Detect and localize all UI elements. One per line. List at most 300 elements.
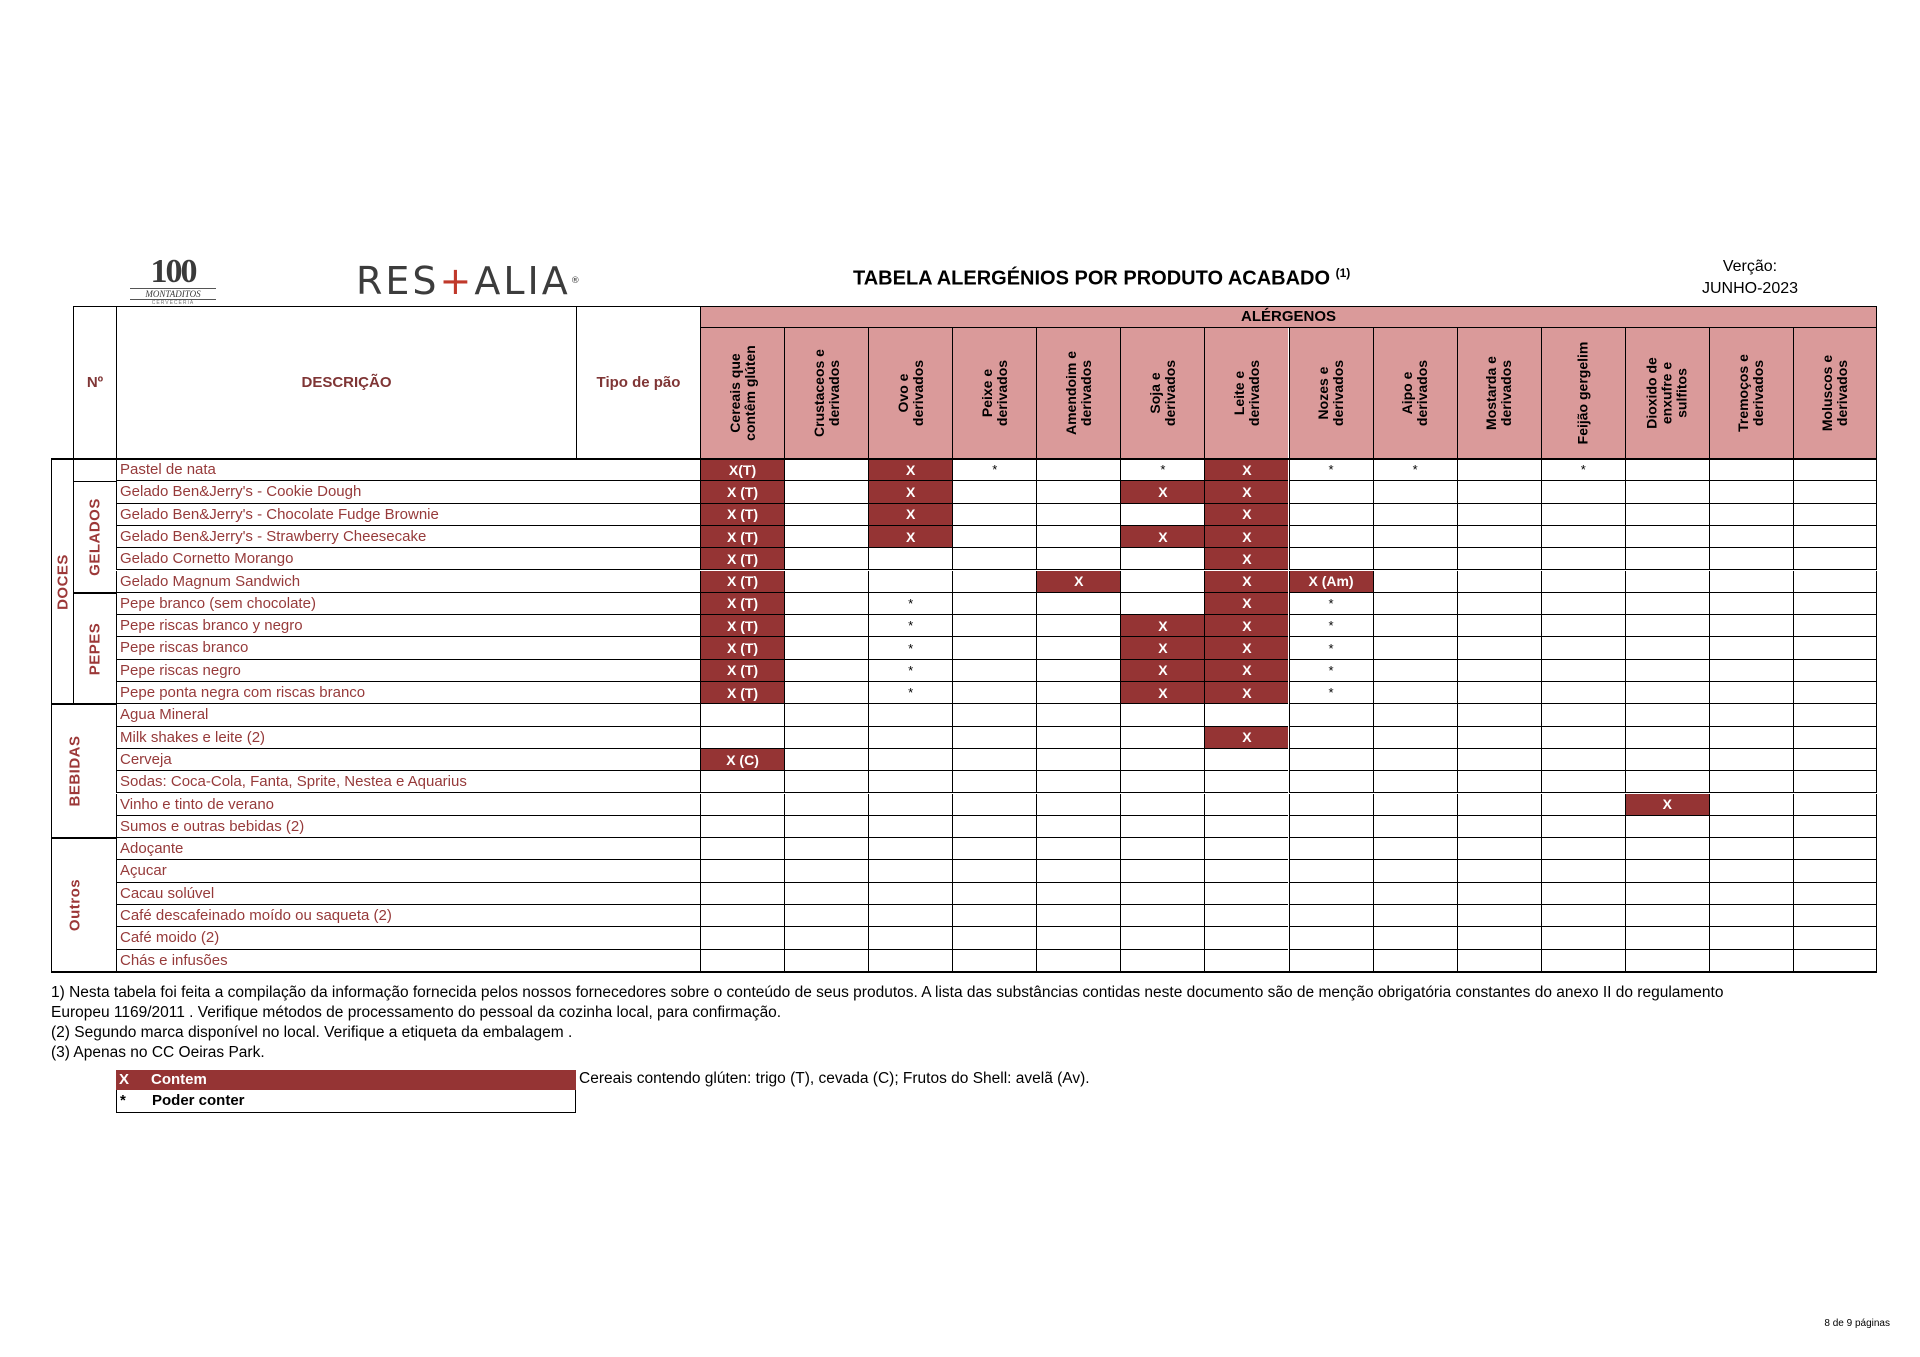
allergen-header-1 — [784, 328, 868, 459]
allergen-empty-cell — [1204, 771, 1288, 793]
allergen-empty-cell — [1289, 794, 1373, 816]
allergen-empty-cell — [868, 571, 952, 593]
allergen-empty-cell — [1120, 883, 1204, 905]
allergen-empty-cell — [868, 771, 952, 793]
allergen-empty-cell — [1793, 504, 1877, 526]
allergen-empty-cell — [1709, 883, 1793, 905]
allergen-contains-cell: X — [1204, 637, 1288, 659]
page-number: 8 de 9 páginas — [1824, 1318, 1890, 1329]
logo-100-number: 100 — [150, 253, 196, 290]
allergen-empty-cell — [1625, 816, 1709, 838]
allergen-contains-cell: X — [1120, 481, 1204, 503]
allergen-empty-cell — [1204, 860, 1288, 882]
row-description: Pepe riscas branco — [120, 639, 249, 657]
allergen-empty-cell — [868, 838, 952, 860]
allergen-header-8 — [1373, 328, 1457, 459]
row-description: Pepe riscas negro — [120, 661, 241, 679]
allergen-empty-cell — [1793, 794, 1877, 816]
allergen-empty-cell — [1036, 927, 1120, 949]
allergen-empty-cell — [1457, 571, 1541, 593]
table-row — [116, 571, 700, 593]
allergen-empty-cell — [952, 950, 1036, 972]
row-description: Açucar — [120, 862, 167, 880]
allergen-empty-cell — [1793, 704, 1877, 726]
allergen-empty-cell — [1793, 548, 1877, 570]
allergen-empty-cell — [784, 749, 868, 771]
allergen-contains-cell: X — [1204, 548, 1288, 570]
allergen-empty-cell — [1120, 950, 1204, 972]
table-row — [116, 682, 700, 704]
allergen-empty-cell — [1709, 905, 1793, 927]
allergen-empty-cell — [952, 749, 1036, 771]
allergen-empty-cell — [1709, 481, 1793, 503]
allergen-empty-cell — [1625, 883, 1709, 905]
allergen-empty-cell — [1373, 526, 1457, 548]
group-label: GELADOS — [86, 498, 104, 576]
allergen-empty-cell — [1793, 660, 1877, 682]
allergen-empty-cell — [1036, 883, 1120, 905]
allergen-empty-cell — [1373, 950, 1457, 972]
allergen-empty-cell — [1373, 504, 1457, 526]
row-description: Sumos e outras bebidas (2) — [120, 817, 305, 835]
allergen-empty-cell — [1373, 615, 1457, 637]
group-bebidas — [51, 704, 116, 838]
allergen-empty-cell — [1793, 481, 1877, 503]
allergen-empty-cell — [1289, 860, 1373, 882]
table-row — [116, 481, 700, 503]
allergen-empty-cell — [1541, 704, 1625, 726]
allergen-empty-cell — [1709, 860, 1793, 882]
allergen-empty-cell — [1457, 883, 1541, 905]
row-description: Gelado Ben&Jerry's - Strawberry Cheesecake — [120, 527, 427, 545]
allergen-empty-cell — [1204, 794, 1288, 816]
allergen-may-contain-cell: * — [1289, 682, 1373, 704]
allergen-empty-cell — [1625, 481, 1709, 503]
allergen-empty-cell — [700, 771, 784, 793]
row-description: Café moido (2) — [120, 929, 220, 947]
allergen-empty-cell — [952, 794, 1036, 816]
allergen-empty-cell — [1625, 660, 1709, 682]
allergen-may-contain-cell: * — [1541, 459, 1625, 481]
allergen-empty-cell — [1793, 637, 1877, 659]
allergen-header-4 — [1036, 328, 1120, 459]
allergen-contains-cell: X — [1625, 794, 1709, 816]
allergen-empty-cell — [952, 637, 1036, 659]
table-row — [116, 927, 700, 949]
row-no-cell — [73, 459, 116, 481]
allergen-empty-cell — [1457, 660, 1541, 682]
allergen-empty-cell — [1541, 504, 1625, 526]
allergen-empty-cell — [868, 749, 952, 771]
allergen-empty-cell — [1625, 771, 1709, 793]
allergen-empty-cell — [952, 526, 1036, 548]
allergen-empty-cell — [1709, 548, 1793, 570]
allergen-contains-cell: X — [1204, 682, 1288, 704]
row-description: Agua Mineral — [120, 706, 209, 724]
allergen-empty-cell — [1625, 727, 1709, 749]
allergen-empty-cell — [784, 548, 868, 570]
allergen-may-contain-cell: * — [1289, 660, 1373, 682]
allergen-empty-cell — [1373, 660, 1457, 682]
allergen-header-label: Crustaceos e derivados — [810, 349, 842, 437]
allergen-empty-cell — [1793, 682, 1877, 704]
allergen-empty-cell — [1709, 794, 1793, 816]
allergen-empty-cell — [1373, 571, 1457, 593]
allergen-empty-cell — [1541, 682, 1625, 704]
allergen-contains-cell: X — [1204, 660, 1288, 682]
allergen-empty-cell — [868, 950, 952, 972]
allergen-contains-cell: X (T) — [700, 593, 784, 615]
allergen-header-2 — [868, 328, 952, 459]
allergen-contains-cell: X — [1204, 481, 1288, 503]
allergen-empty-cell — [952, 771, 1036, 793]
allergen-contains-cell: X (T) — [700, 526, 784, 548]
allergen-empty-cell — [1541, 593, 1625, 615]
allergen-empty-cell — [1036, 504, 1120, 526]
allergen-empty-cell — [784, 593, 868, 615]
allergen-contains-cell: X (C) — [700, 749, 784, 771]
allergen-empty-cell — [1373, 481, 1457, 503]
allergen-contains-cell: X — [1120, 637, 1204, 659]
allergen-empty-cell — [1541, 905, 1625, 927]
footnotes — [51, 983, 1723, 1063]
allergen-empty-cell — [1709, 950, 1793, 972]
allergen-empty-cell — [1036, 660, 1120, 682]
allergen-empty-cell — [1793, 883, 1877, 905]
allergen-empty-cell — [1541, 571, 1625, 593]
allergen-contains-cell: X — [1120, 682, 1204, 704]
allergen-empty-cell — [1541, 883, 1625, 905]
allergen-empty-cell — [952, 660, 1036, 682]
allergen-empty-cell — [1625, 749, 1709, 771]
allergen-header-6 — [1204, 328, 1288, 459]
table-row — [116, 548, 700, 570]
row-description: Pepe riscas branco y negro — [120, 617, 303, 635]
allergen-contains-cell: X (T) — [700, 571, 784, 593]
footnote-1a: 1) Nesta tabela foi feita a compilação da informação fornecida pelos nossos fornecedores sobre o conteúdo de seus produtos. A lista das substâncias contidas neste documento são de menção obrigatória constantes do anexo II do regulamento — [51, 984, 1724, 1001]
allergen-may-contain-cell: * — [1373, 459, 1457, 481]
allergen-empty-cell — [1709, 615, 1793, 637]
allergen-empty-cell — [952, 727, 1036, 749]
allergen-empty-cell — [868, 794, 952, 816]
allergen-empty-cell — [1793, 860, 1877, 882]
allergen-empty-cell — [1373, 838, 1457, 860]
allergen-may-contain-cell: * — [1289, 593, 1373, 615]
allergen-empty-cell — [1541, 637, 1625, 659]
allergen-header-label: Cereais que contêm glúten — [726, 345, 758, 441]
allergen-empty-cell — [1457, 860, 1541, 882]
row-description: Pepe ponta negra com riscas branco — [120, 684, 366, 701]
allergen-empty-cell — [700, 905, 784, 927]
allergen-empty-cell — [1373, 860, 1457, 882]
row-description: Gelado Cornetto Morango — [120, 550, 294, 568]
allergen-empty-cell — [1036, 950, 1120, 972]
allergen-empty-cell — [1120, 504, 1204, 526]
allergen-empty-cell — [1373, 749, 1457, 771]
allergen-empty-cell — [784, 459, 868, 481]
table-row — [116, 905, 700, 927]
allergen-empty-cell — [1289, 838, 1373, 860]
allergen-empty-cell — [1373, 927, 1457, 949]
allergen-empty-cell — [1036, 771, 1120, 793]
allergen-empty-cell — [1120, 571, 1204, 593]
allergen-empty-cell — [1625, 637, 1709, 659]
allergen-contains-cell: X (T) — [700, 660, 784, 682]
cereal-note: Cereais contendo glúten: trigo (T), cevada (C); Frutos do Shell: avelã (Av). — [579, 1070, 1090, 1087]
allergen-empty-cell — [1289, 950, 1373, 972]
group-label: DOCES — [54, 553, 71, 610]
row-description: Chás e infusões — [120, 951, 228, 969]
allergen-empty-cell — [1457, 593, 1541, 615]
allergen-empty-cell — [784, 794, 868, 816]
allergen-empty-cell — [1289, 905, 1373, 927]
allergen-empty-cell — [1120, 593, 1204, 615]
allergen-empty-cell — [784, 838, 868, 860]
allergen-empty-cell — [1541, 548, 1625, 570]
logo-100-subtitle: MONTADITOS — [130, 288, 216, 300]
allergen-may-contain-cell: * — [1120, 459, 1204, 481]
allergen-empty-cell — [1709, 727, 1793, 749]
allergen-empty-cell — [1373, 794, 1457, 816]
allergen-empty-cell — [1541, 860, 1625, 882]
allergen-may-contain-cell: * — [868, 593, 952, 615]
table-row — [116, 660, 700, 682]
allergen-header-5 — [1120, 328, 1204, 459]
allergen-empty-cell — [1204, 927, 1288, 949]
allergen-contains-cell: X — [868, 504, 952, 526]
allergen-empty-cell — [1120, 927, 1204, 949]
allergen-empty-cell — [1709, 593, 1793, 615]
table-row — [116, 838, 700, 860]
version-date: JUNHO-2023 — [1701, 280, 1799, 297]
group-outros — [51, 838, 116, 972]
allergen-empty-cell — [784, 615, 868, 637]
allergen-empty-cell — [1120, 838, 1204, 860]
footnote-2: (2) Segundo marca disponível no local. Verifique a etiqueta da embalagem . — [51, 1024, 573, 1041]
100-montaditos-logo — [118, 253, 228, 306]
allergen-empty-cell — [1457, 682, 1541, 704]
header-bread-col: Tipo de pão — [576, 306, 700, 459]
allergen-empty-cell — [1709, 704, 1793, 726]
allergen-empty-cell — [1625, 504, 1709, 526]
row-description: Gelado Ben&Jerry's - Cookie Dough — [120, 483, 362, 501]
allergen-empty-cell — [1457, 727, 1541, 749]
allergen-empty-cell — [700, 950, 784, 972]
table-row — [116, 504, 700, 526]
allergen-empty-cell — [1373, 883, 1457, 905]
allergen-empty-cell — [1709, 749, 1793, 771]
allergen-empty-cell — [1793, 905, 1877, 927]
allergen-empty-cell — [1036, 682, 1120, 704]
allergen-empty-cell — [784, 771, 868, 793]
table-row — [116, 883, 700, 905]
allergen-empty-cell — [1709, 504, 1793, 526]
allergen-empty-cell — [1036, 727, 1120, 749]
allergen-header-label: Feijão gergelim — [1574, 341, 1591, 445]
allergen-empty-cell — [784, 927, 868, 949]
allergen-empty-cell — [952, 838, 1036, 860]
allergen-may-contain-cell: * — [868, 615, 952, 637]
allergen-empty-cell — [1625, 548, 1709, 570]
allergen-empty-cell — [1625, 860, 1709, 882]
allergen-empty-cell — [784, 860, 868, 882]
allergen-empty-cell — [1289, 749, 1373, 771]
allergen-header-7 — [1289, 328, 1373, 459]
row-description: Vinho e tinto de verano — [120, 795, 275, 813]
allergen-empty-cell — [1457, 526, 1541, 548]
allergen-empty-cell — [1373, 905, 1457, 927]
body-separator — [51, 971, 1877, 973]
allergen-empty-cell — [1457, 637, 1541, 659]
allergen-empty-cell — [1373, 704, 1457, 726]
allergen-empty-cell — [1204, 883, 1288, 905]
title-footnote-ref: (1) — [1335, 266, 1351, 280]
allergen-empty-cell — [1036, 526, 1120, 548]
allergen-contains-cell: X (T) — [700, 481, 784, 503]
allergen-empty-cell — [1289, 504, 1373, 526]
table-row — [116, 727, 700, 749]
allergen-empty-cell — [952, 860, 1036, 882]
allergen-empty-cell — [1541, 816, 1625, 838]
page-title: TABELA ALERGÉNIOS POR PRODUTO ACABADO $^{(1)}$ — [853, 266, 1351, 290]
table-row — [116, 794, 700, 816]
allergen-empty-cell — [784, 950, 868, 972]
group-gelados — [73, 481, 116, 593]
allergen-contains-cell: X — [1204, 593, 1288, 615]
allergen-empty-cell — [1457, 704, 1541, 726]
allergen-contains-cell: X — [1036, 571, 1120, 593]
allergen-header-13 — [1793, 328, 1877, 459]
allergen-contains-cell: X (T) — [700, 615, 784, 637]
allergen-header-label: Amendoim e derivados — [1062, 350, 1094, 436]
allergen-contains-cell: X — [1204, 504, 1288, 526]
allergen-empty-cell — [1709, 927, 1793, 949]
allergen-empty-cell — [1120, 771, 1204, 793]
allergen-empty-cell — [700, 704, 784, 726]
row-description: Pastel de nata — [120, 461, 216, 478]
allergen-header-label: Leite e derivados — [1230, 359, 1262, 427]
allergen-empty-cell — [700, 794, 784, 816]
allergen-empty-cell — [1120, 727, 1204, 749]
allergen-empty-cell — [700, 860, 784, 882]
allergen-contains-cell: X — [1204, 571, 1288, 593]
allergen-empty-cell — [1289, 883, 1373, 905]
allergen-may-contain-cell: * — [868, 660, 952, 682]
allergen-may-contain-cell: * — [1289, 637, 1373, 659]
allergen-empty-cell — [1541, 660, 1625, 682]
allergen-contains-cell: X — [868, 459, 952, 481]
allergen-contains-cell: X (Am) — [1289, 571, 1373, 593]
allergen-contains-cell: X — [1120, 660, 1204, 682]
allergen-contains-cell: X — [1204, 615, 1288, 637]
allergen-empty-cell — [1709, 571, 1793, 593]
allergen-empty-cell — [1625, 615, 1709, 637]
legend-contains — [116, 1070, 576, 1090]
allergen-empty-cell — [1036, 548, 1120, 570]
allergen-header-9 — [1457, 328, 1541, 459]
row-description: Sodas: Coca-Cola, Fanta, Sprite, Nestea e Aquarius — [120, 773, 467, 791]
allergen-empty-cell — [1625, 571, 1709, 593]
allergen-empty-cell — [868, 704, 952, 726]
group-label: PEPES — [86, 622, 104, 675]
allergen-empty-cell — [1625, 950, 1709, 972]
allergen-empty-cell — [1036, 615, 1120, 637]
allergen-empty-cell — [1289, 526, 1373, 548]
allergen-empty-cell — [952, 883, 1036, 905]
allergen-header-label: Nozes e derivados — [1315, 359, 1347, 427]
allergen-contains-cell: X — [868, 481, 952, 503]
allergen-empty-cell — [868, 927, 952, 949]
allergen-empty-cell — [868, 883, 952, 905]
table-row — [116, 816, 700, 838]
allergen-empty-cell — [784, 660, 868, 682]
allergen-empty-cell — [1457, 615, 1541, 637]
allergen-empty-cell — [1709, 682, 1793, 704]
table-row — [116, 593, 700, 615]
allergen-empty-cell — [1036, 593, 1120, 615]
allergen-empty-cell — [952, 682, 1036, 704]
allergen-header-label: Mostarda e derivados — [1483, 356, 1515, 430]
allergen-empty-cell — [1793, 950, 1877, 972]
table-row — [116, 637, 700, 659]
allergen-empty-cell — [1373, 771, 1457, 793]
allergen-empty-cell — [1457, 548, 1541, 570]
allergen-empty-cell — [1036, 905, 1120, 927]
allergen-empty-cell — [1541, 727, 1625, 749]
version-label: Verção: — [1722, 258, 1778, 275]
allergen-empty-cell — [1625, 682, 1709, 704]
allergen-empty-cell — [784, 526, 868, 548]
group-label: Outros — [66, 878, 84, 932]
row-description: Cerveja — [120, 750, 172, 768]
table-row — [116, 771, 700, 793]
allergen-empty-cell — [1036, 704, 1120, 726]
allergen-empty-cell — [1625, 593, 1709, 615]
allergen-empty-cell — [868, 727, 952, 749]
allergen-empty-cell — [1457, 950, 1541, 972]
allergen-empty-cell — [1036, 794, 1120, 816]
header-no-col: Nº — [73, 306, 116, 459]
allergen-empty-cell — [1625, 704, 1709, 726]
allergen-empty-cell — [1204, 816, 1288, 838]
allergen-empty-cell — [1204, 749, 1288, 771]
legend-may-contain — [116, 1090, 576, 1113]
allergen-empty-cell — [1120, 816, 1204, 838]
table-row — [116, 704, 700, 726]
allergen-empty-cell — [1541, 838, 1625, 860]
row-description: Café descafeinado moído ou saqueta (2) — [120, 907, 392, 924]
allergen-empty-cell — [1709, 526, 1793, 548]
group-pepes — [73, 593, 116, 705]
allergen-empty-cell — [1709, 660, 1793, 682]
allergen-header-label: Aipo e derivados — [1399, 359, 1431, 427]
allergen-empty-cell — [1709, 838, 1793, 860]
allergen-empty-cell — [1120, 794, 1204, 816]
allergen-contains-cell: X — [1204, 526, 1288, 548]
allergen-empty-cell — [1541, 615, 1625, 637]
allergen-empty-cell — [1373, 727, 1457, 749]
allergen-empty-cell — [1036, 860, 1120, 882]
allergen-empty-cell — [1457, 481, 1541, 503]
allergen-empty-cell — [952, 571, 1036, 593]
allergen-empty-cell — [700, 838, 784, 860]
allergen-empty-cell — [1457, 816, 1541, 838]
allergen-empty-cell — [1036, 481, 1120, 503]
allergen-header-label: Ovo e derivados — [894, 359, 926, 427]
allergen-empty-cell — [1625, 838, 1709, 860]
allergen-empty-cell — [1625, 905, 1709, 927]
allergen-header-3 — [952, 328, 1036, 459]
